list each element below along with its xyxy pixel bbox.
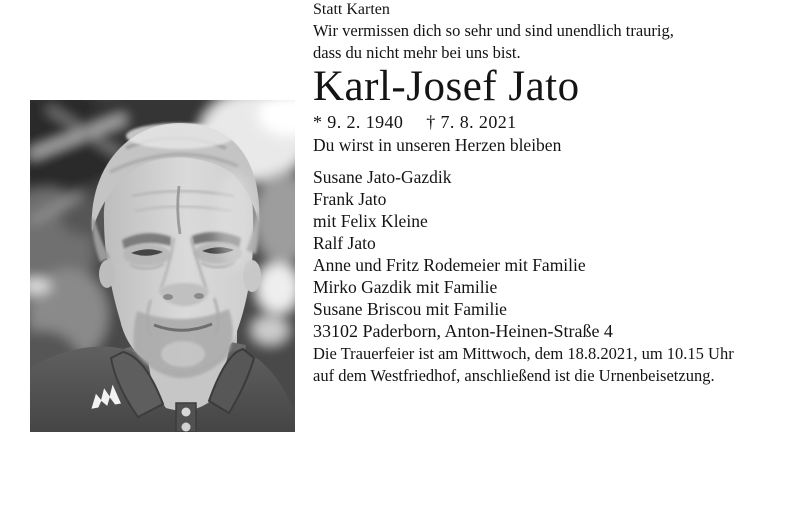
birth-date: * 9. 2. 1940 <box>313 112 404 132</box>
intro-text <box>313 20 783 64</box>
intro-line-2: dass du nicht mehr bei uns bist. <box>313 43 521 62</box>
intro-line-1: Wir vermissen dich so sehr und sind unendlich traurig, <box>313 21 674 40</box>
mourner-name: Anne und Fritz Rodemeier mit Familie <box>313 255 586 275</box>
mourner-entry <box>313 232 783 254</box>
mourner-entry <box>313 166 783 188</box>
mourner-name: Susane Briscou mit Familie <box>313 299 507 319</box>
statt-karten-line: Statt Karten <box>313 1 390 18</box>
funeral-line-1: Die Trauerfeier ist am Mittwoch, dem 18.8.2021, um 10.15 Uhr <box>313 344 734 363</box>
address-line: 33102 Paderborn, Anton-Heinen-Straße 4 <box>313 321 613 341</box>
mourner-name: Ralf Jato <box>313 233 376 253</box>
mourner-entry <box>313 298 783 320</box>
notice-text-column <box>313 0 783 387</box>
funeral-info <box>313 343 783 387</box>
mourner-entry <box>313 254 783 276</box>
deceased-name: Karl-Josef Jato <box>313 63 580 110</box>
mourner-companion: mit Felix Kleine <box>313 211 428 231</box>
life-dates <box>313 110 783 134</box>
shirt-button <box>182 423 191 432</box>
mourner-name: Mirko Gazdik mit Familie <box>313 277 498 297</box>
funeral-line-2: auf dem Westfriedhof, anschließend ist die Urnenbeisetzung. <box>313 366 715 385</box>
mourner-name: Frank Jato <box>313 189 387 209</box>
motto-line: Du wirst in unseren Herzen bleiben <box>313 135 562 155</box>
mourner-entry <box>313 188 783 232</box>
left-ear <box>99 260 115 288</box>
mourners-list <box>313 166 783 320</box>
mourner-entry <box>313 276 783 298</box>
mourner-name: Susane Jato-Gazdik <box>313 167 452 187</box>
portrait-illustration <box>30 100 295 432</box>
portrait-photo <box>30 100 295 432</box>
right-ear <box>243 260 261 292</box>
death-date: † 7. 8. 2021 <box>426 112 517 132</box>
shirt-button <box>182 408 191 417</box>
button-placket <box>176 403 196 432</box>
